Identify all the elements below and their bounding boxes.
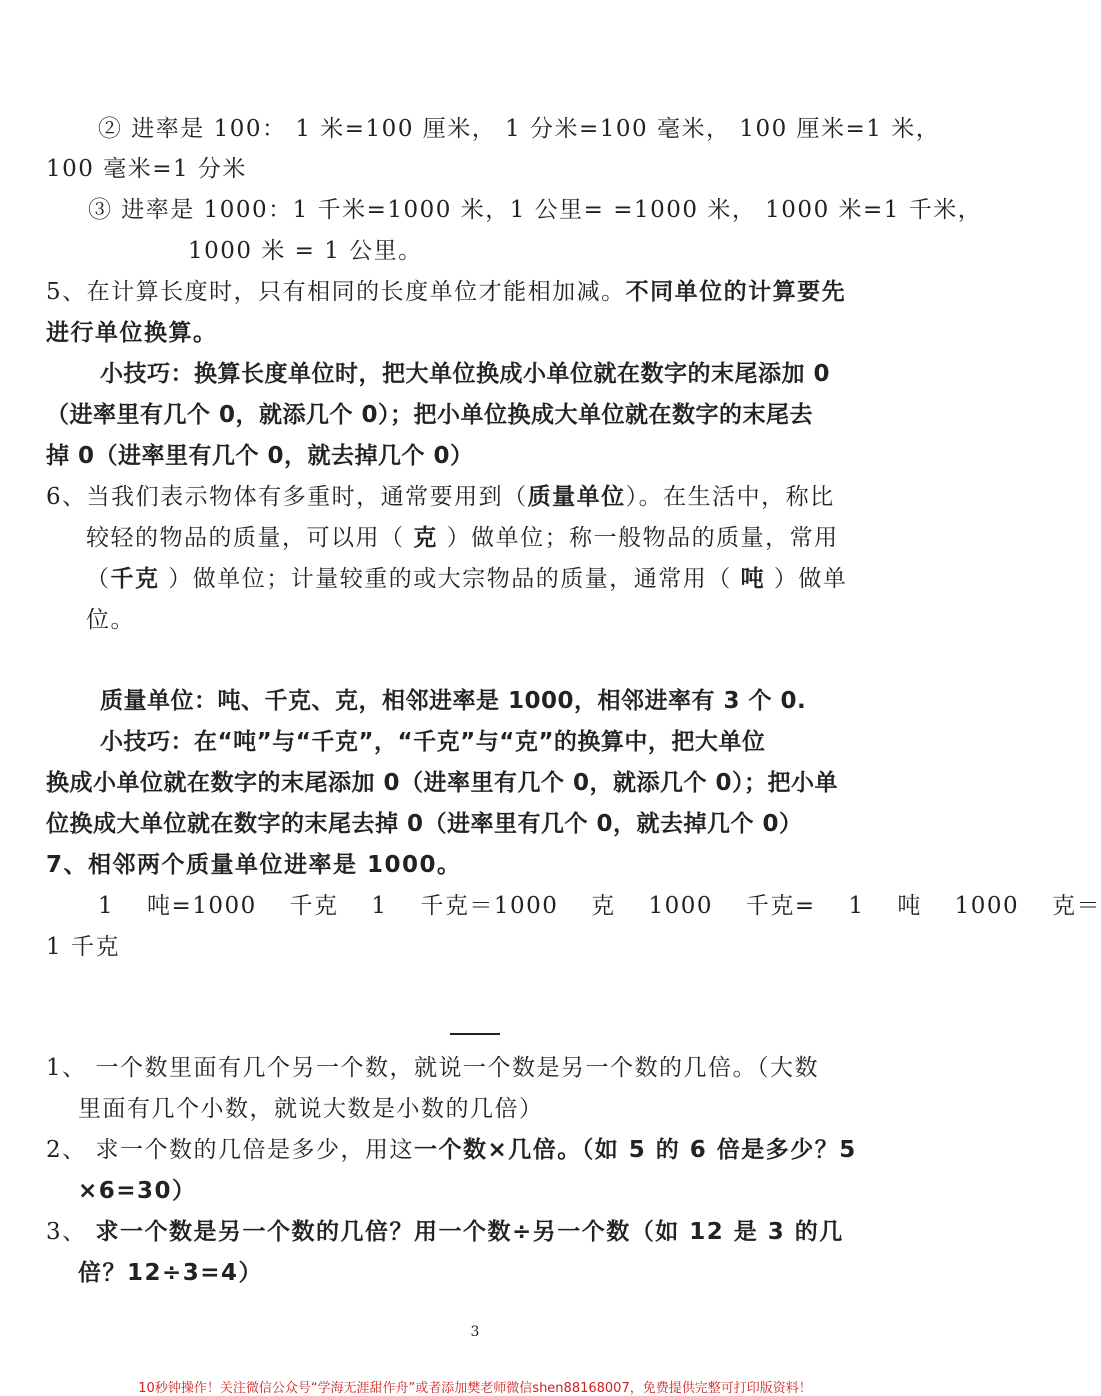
text-run: ）做单位；称一般物品的质量，常用 [437, 525, 839, 551]
item-7-line: 7、相邻两个质量单位进率是 1000。 [46, 852, 462, 878]
tip-line: 小技巧：换算长度单位时，把大单位换成小单位就在数字的末尾添加 0 [100, 361, 831, 387]
bold-text-run: 一个数×几倍。（如 5 的 6 倍是多少？5 [413, 1137, 857, 1163]
tip-line: 换成小单位就在数字的末尾添加 0（进率里有几个 0，就添几个 0）；把小单 [46, 770, 839, 796]
tip-line: 小技巧：在“吨”与“千克”，“千克”与“克”的换算中，把大单位 [100, 729, 766, 755]
text-line: ② 进率是 100： 1 米=100 厘米， 1 分米=100 毫米， 100 厘米=1 米， [98, 116, 941, 142]
unit-heading [0, 1015, 950, 1041]
text-line: ×6=30） [78, 1178, 197, 1204]
text-line: 里面有几个小数，就说大数是小数的几倍） [78, 1096, 544, 1122]
text-line [86, 568, 847, 591]
promo-footer: 10秒钟操作！关注微信公众号“学海无涯甜作舟”或者添加樊老师微信shen88168007，免费提供完整可打印版资料！ [138, 1381, 812, 1396]
conversion-line: 1 吨=1000 千克 1 千克＝1000 克 1000 千克= 1 吨 1000 克＝ [98, 893, 1101, 919]
item-2-line [46, 1139, 857, 1162]
text-line: 倍？12÷3=4） [78, 1260, 264, 1286]
text-run: 5、在计算长度时，只有相同的长度单位才能相加减。 [46, 279, 626, 305]
text-run: 3、 [46, 1219, 96, 1245]
text-run: 较轻的物品的质量，可以用（ [86, 525, 414, 551]
bold-text-run: 不同单位的计算要先 [625, 279, 847, 305]
tip-line: （进率里有几个 0，就添几个 0）；把小单位换成大单位就在数字的末尾去 [46, 402, 814, 428]
text-line: 1000 米 = 1 公里。 [188, 238, 423, 264]
bold-text-run: 克 [413, 525, 438, 551]
text-line: 进行单位换算。 [46, 320, 218, 346]
page-number: 3 [470, 1324, 480, 1340]
text-run: 2、 求一个数的几倍是多少，用这 [46, 1137, 414, 1163]
mass-units-line: 质量单位：吨、千克、克，相邻进率是 1000，相邻进率有 3 个 0. [100, 688, 807, 714]
text-run: 6、当我们表示物体有多重时，通常要用到（ [46, 484, 528, 510]
text-line: 100 毫米=1 分米 [46, 156, 247, 182]
text-line: ③ 进率是 1000：1 千米=1000 米，1 公里= =1000 米， 1000 米=1 千米， [88, 197, 983, 223]
text-run: ）。在生活中，称比 [625, 484, 835, 510]
text-run: ）做单位；计量较重的或大宗物品的质量，通常用（ [159, 566, 741, 592]
text-line: 位。 [86, 607, 135, 633]
bold-text-run: 千克 [110, 566, 160, 592]
item-6-line [46, 486, 835, 509]
tip-line: 位换成大单位就在数字的末尾去掉 0（进率里有几个 0，就去掉几个 0） [46, 811, 803, 837]
bold-text-run: 质量单位 [527, 484, 626, 510]
bold-text-run: 求一个数是另一个数的几倍？用一个数÷另一个数（如 12 是 3 的几 [95, 1219, 844, 1245]
text-line: 1 千克 [46, 934, 120, 960]
text-run: （ [86, 566, 111, 592]
bold-text-run: 吨 [740, 566, 766, 592]
item-5-line [46, 281, 846, 304]
text-run: ）做单 [765, 566, 848, 592]
tip-line: 掉 0（进率里有几个 0，就去掉几个 0） [46, 443, 474, 469]
text-line: 1、 一个数里面有几个另一个数，就说一个数是另一个数的几倍。（大数 [46, 1055, 819, 1081]
item-3-line [46, 1221, 844, 1244]
text-line [86, 527, 839, 550]
